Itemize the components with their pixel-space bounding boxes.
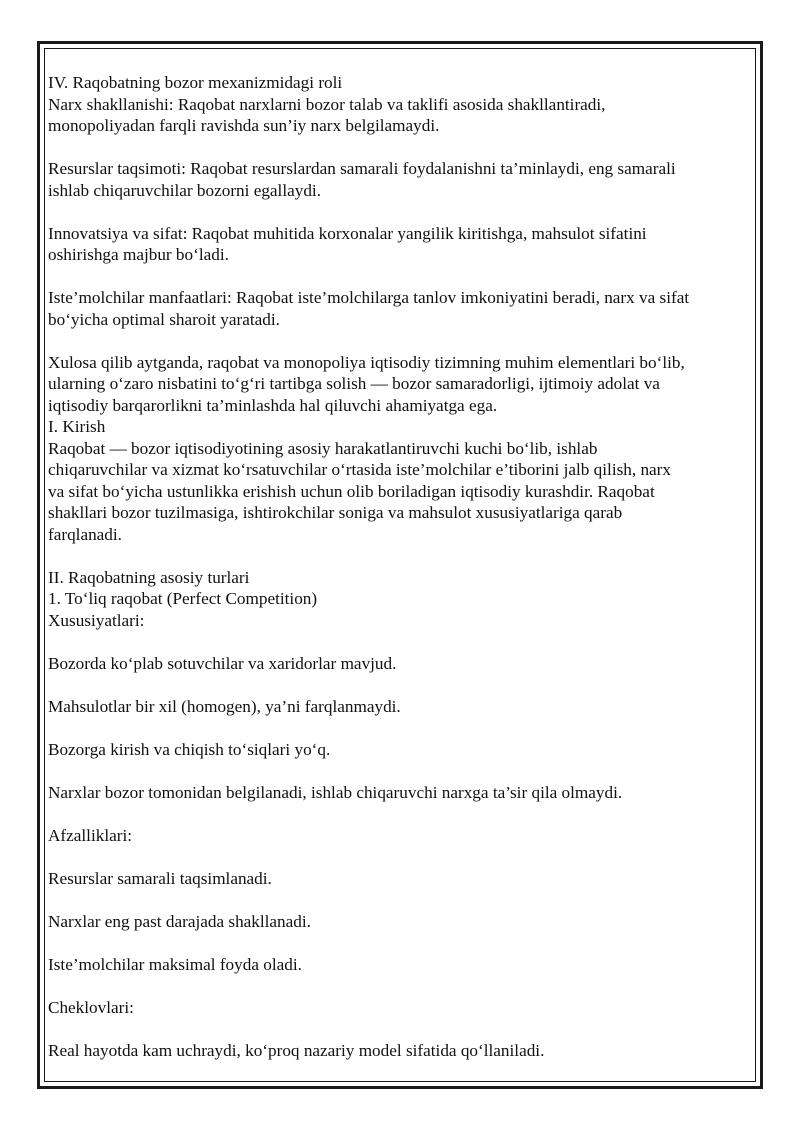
paragraph-conclusion: Xulosa qilib aytganda, raqobat va monopoliya iqtisodiy tizimning muhim elementlari bo‘lib, ularning o‘zaro nisbatini to‘g‘ri tartibga solish — bozor samaradorligi, ijtimoiy adolat va iqtisodiy barqarorlikni ta’minlashda hal qiluvchi ahamiyatga ega. xyxy=(48,352,685,415)
list-item: Resurslar samarali taqsimlanadi. xyxy=(48,868,272,888)
section-heading-i: I. Kirish xyxy=(48,417,106,436)
paragraph-consumer-interests: Iste’molchilar manfaatlari: Raqobat iste’molchilarga tanlov imkoniyatini beradi, narx va sifat bo‘yicha optimal sharoit yaratadi. xyxy=(48,288,690,329)
document-body xyxy=(48,72,768,1061)
paragraph-introduction: Raqobat — bozor iqtisodiyotining asosiy harakatlantiruvchi kuchi bo‘lib, ishlab chiqaruvchilar va xizmat ko‘rsatuvchilar o‘rtasida iste’molchilar e’tiborini jalb qilish, narx va sifat bo‘yicha ustunlikka erishish uchun olib boriladigan iqtisodiy kurashdir. Raqobat shakllari bozor tuzilmasiga, ishtirokchilar soniga va mahsulot xususiyatlariga qarab farqlanadi. xyxy=(48,438,672,544)
list-label-limitations: Cheklovlari: xyxy=(48,997,134,1017)
paragraph-innovation-quality: Innovatsiya va sifat: Raqobat muhitida korxonalar yangilik kiritishga, mahsulot sifatini oshirishga majbur bo‘ladi. xyxy=(48,223,647,264)
list-label-advantages: Afzalliklari: xyxy=(48,825,132,845)
paragraph-price-formation: Narx shakllanishi: Raqobat narxlarni bozor talab va taklifi asosida shakllantiradi, monopoliyadan farqli ravishda sun’iy narx belgilamaydi. xyxy=(48,94,606,135)
list-item: Narxlar eng past darajada shakllanadi. xyxy=(48,911,311,931)
list-item: Mahsulotlar bir xil (homogen), ya’ni farqlanmaydi. xyxy=(48,696,401,716)
section-heading-ii: II. Raqobatning asosiy turlari xyxy=(48,567,250,587)
list-item: Narxlar bozor tomonidan belgilanadi, ishlab chiqaruvchi narxga ta’sir qila olmaydi. xyxy=(48,782,623,802)
list-item: Bozorda ko‘plab sotuvchilar va xaridorlar mavjud. xyxy=(48,653,397,673)
list-item: Bozorga kirish va chiqish to‘siqlari yo‘q. xyxy=(48,739,331,759)
subsection-heading-perfect-competition: 1. To‘liq raqobat (Perfect Competition) xyxy=(48,589,318,608)
list-label-features: Xususiyatlari: xyxy=(48,610,145,630)
list-item: Iste’molchilar maksimal foyda oladi. xyxy=(48,954,302,974)
paragraph-resource-allocation: Resurslar taqsimoti: Raqobat resurslardan samarali foydalanishni ta’minlaydi, eng samarali ishlab chiqaruvchilar bozorni egallaydi. xyxy=(48,159,676,200)
section-heading-iv: IV. Raqobatning bozor mexanizmidagi roli xyxy=(48,73,343,92)
list-item: Real hayotda kam uchraydi, ko‘proq nazariy model sifatida qo‘llaniladi. xyxy=(48,1040,545,1060)
